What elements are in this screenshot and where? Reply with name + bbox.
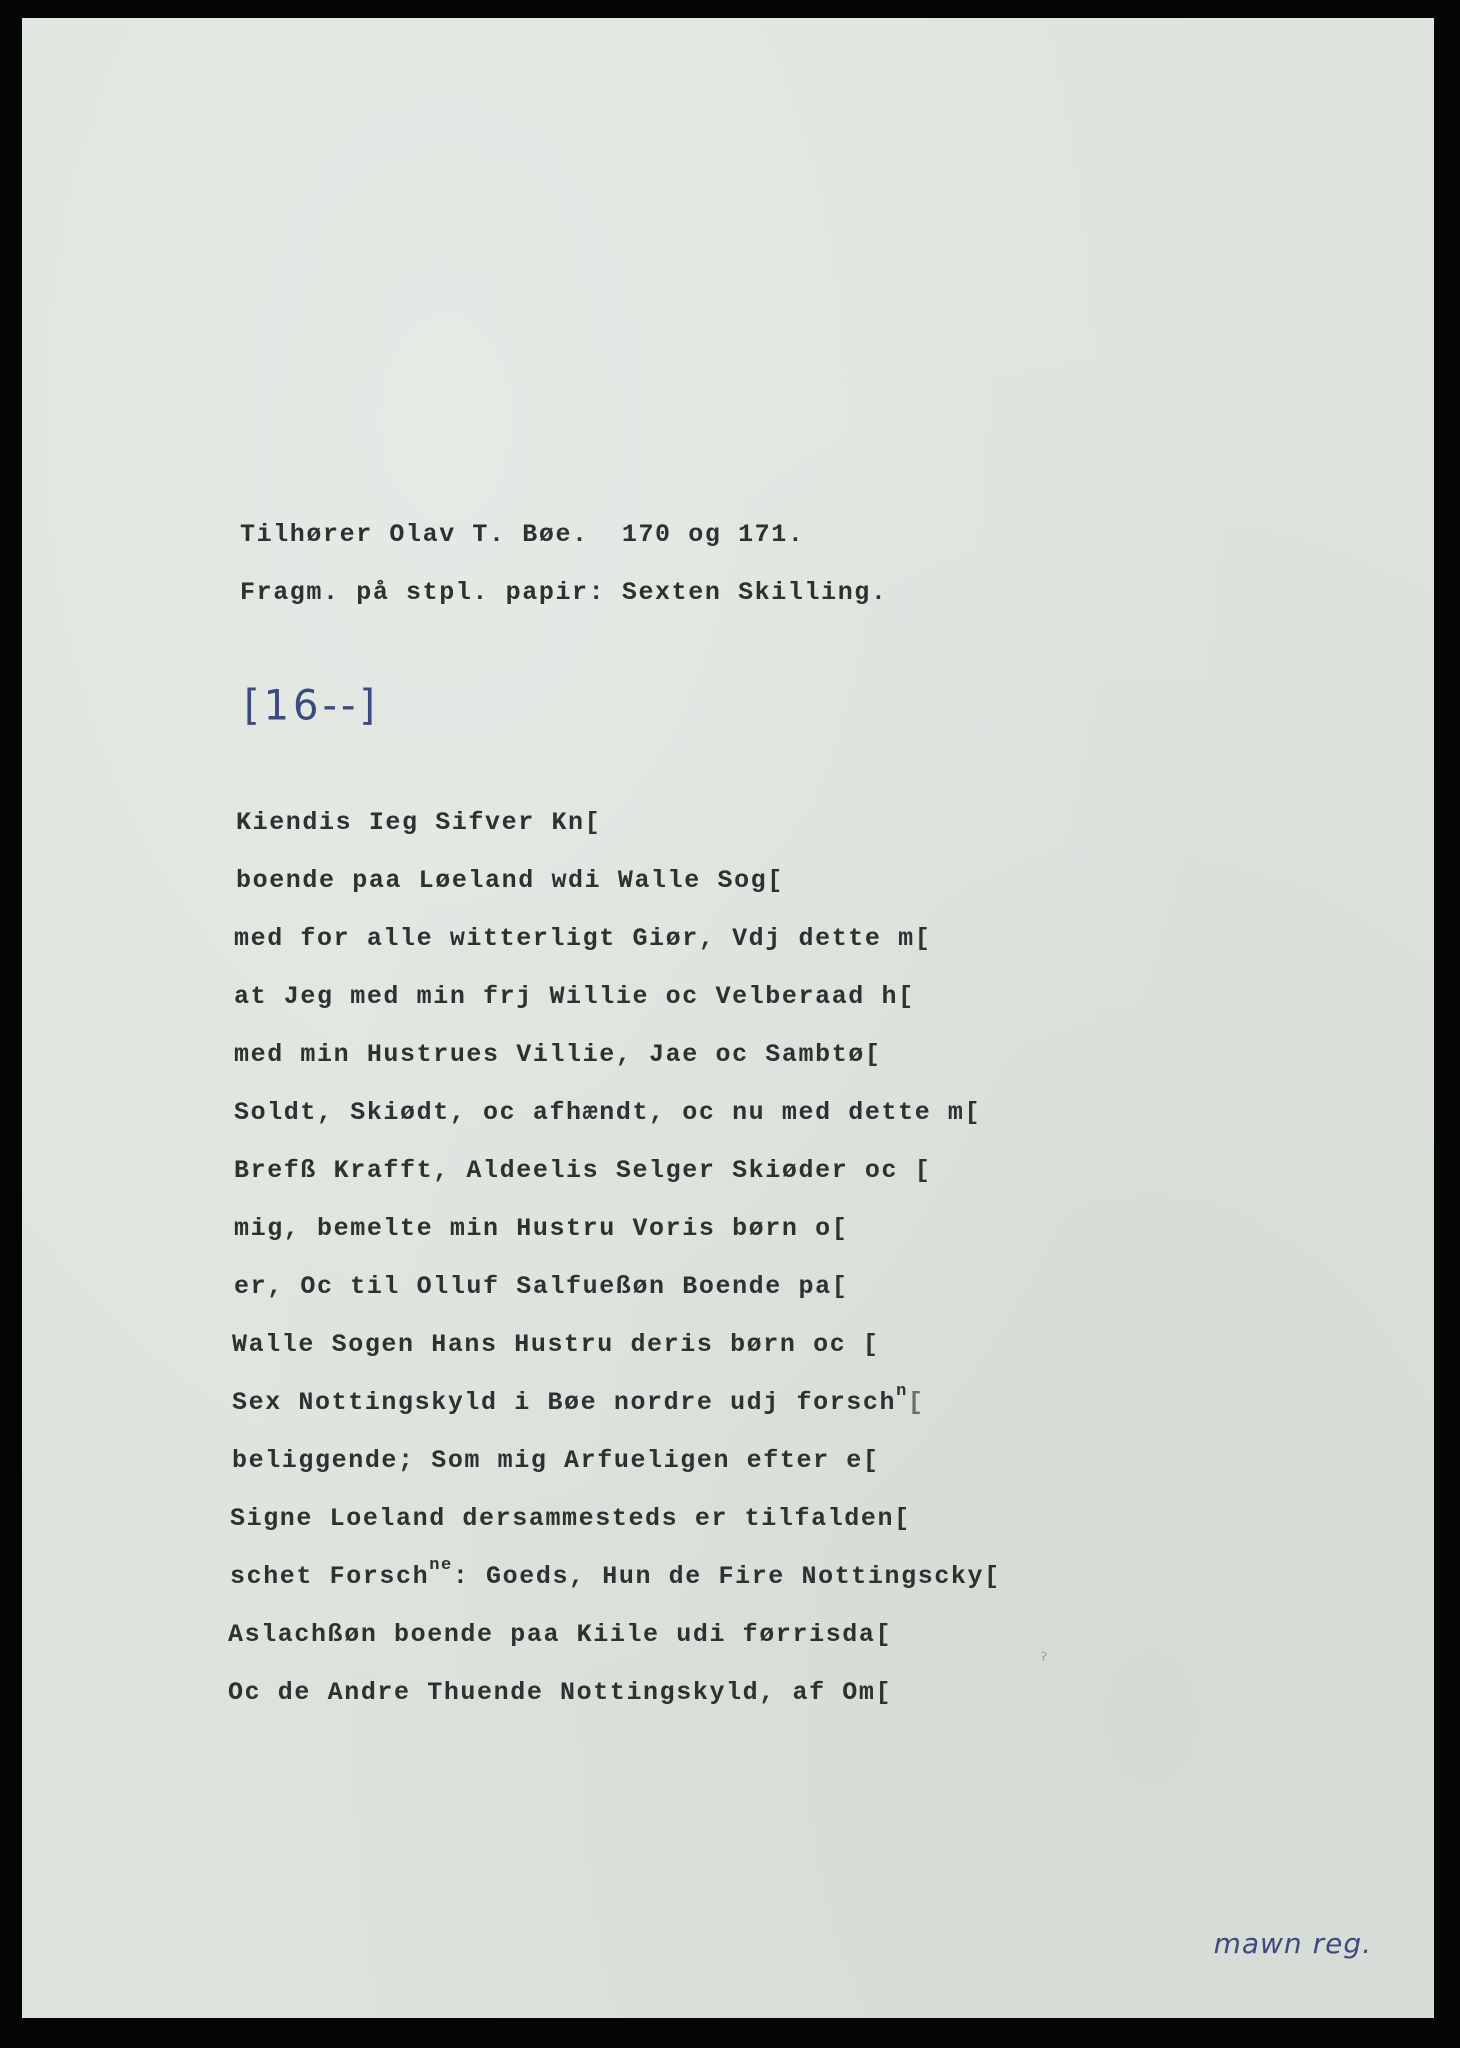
transcript-line-3: med for alle witterligt Giør, Vdj dette m[ bbox=[234, 924, 932, 953]
transcript-line-12: beliggende; Som mig Arfueligen efter e[ bbox=[232, 1446, 880, 1475]
transcript-line-14-tail: : Goeds, Hun de Fire Nottingscky[ bbox=[452, 1562, 1001, 1591]
transcript-line-4: at Jeg med min frj Willie oc Velberaad h[ bbox=[234, 982, 915, 1011]
transcript-line-1: Kiendis Ieg Sifver Kn[ bbox=[236, 808, 602, 837]
transcript-line-14 bbox=[230, 1556, 1001, 1591]
transcript-line-16: Oc de Andre Thuende Nottingskyld, af Om[ bbox=[228, 1678, 893, 1707]
transcript-line-15: Aslachßøn boende paa Kiile udi førrisda[ bbox=[228, 1620, 893, 1649]
document-page bbox=[22, 18, 1434, 2018]
superscript-abbreviation: n bbox=[896, 1382, 908, 1401]
transcript-line-11-text: Sex Nottingskyld i Bøe nordre udj forsch bbox=[232, 1388, 897, 1417]
transcript-line-8: mig, bemelte min Hustru Voris børn o[ bbox=[234, 1214, 849, 1243]
transcript-line-14-text: schet Forsch bbox=[230, 1562, 430, 1591]
transcript-line-13: Signe Loeland dersammesteds er tilfalden[ bbox=[230, 1504, 911, 1533]
transcript-line-11-tail: [ bbox=[907, 1388, 925, 1417]
handwritten-footnote: mawn reg. bbox=[1213, 1927, 1372, 1960]
transcript-line-5: med min Hustrues Villie, Jae oc Sambtø[ bbox=[234, 1040, 882, 1069]
transcript-line-10: Walle Sogen Hans Hustru deris børn oc [ bbox=[232, 1330, 880, 1359]
pencil-mark: ˀ bbox=[1040, 1648, 1048, 1672]
paper-note: Fragm. på stpl. papir: Sexten Skilling. bbox=[240, 578, 888, 607]
transcript-line-9: er, Oc til Olluf Salfueßøn Boende pa[ bbox=[234, 1272, 849, 1301]
transcript-line-2: boende paa Løeland wdi Walle Sog[ bbox=[236, 866, 784, 895]
superscript-abbreviation: ne bbox=[429, 1556, 453, 1575]
transcript-line-7: Brefß Krafft, Aldeelis Selger Skiøder oc [ bbox=[234, 1156, 932, 1185]
ownership-note: Tilhører Olav T. Bøe. 170 og 171. bbox=[240, 520, 805, 549]
handwritten-date-mark: [16--] bbox=[244, 681, 379, 731]
transcript-line-11 bbox=[232, 1382, 925, 1417]
transcript-line-6: Soldt, Skiødt, oc afhændt, oc nu med dette m[ bbox=[234, 1098, 982, 1127]
